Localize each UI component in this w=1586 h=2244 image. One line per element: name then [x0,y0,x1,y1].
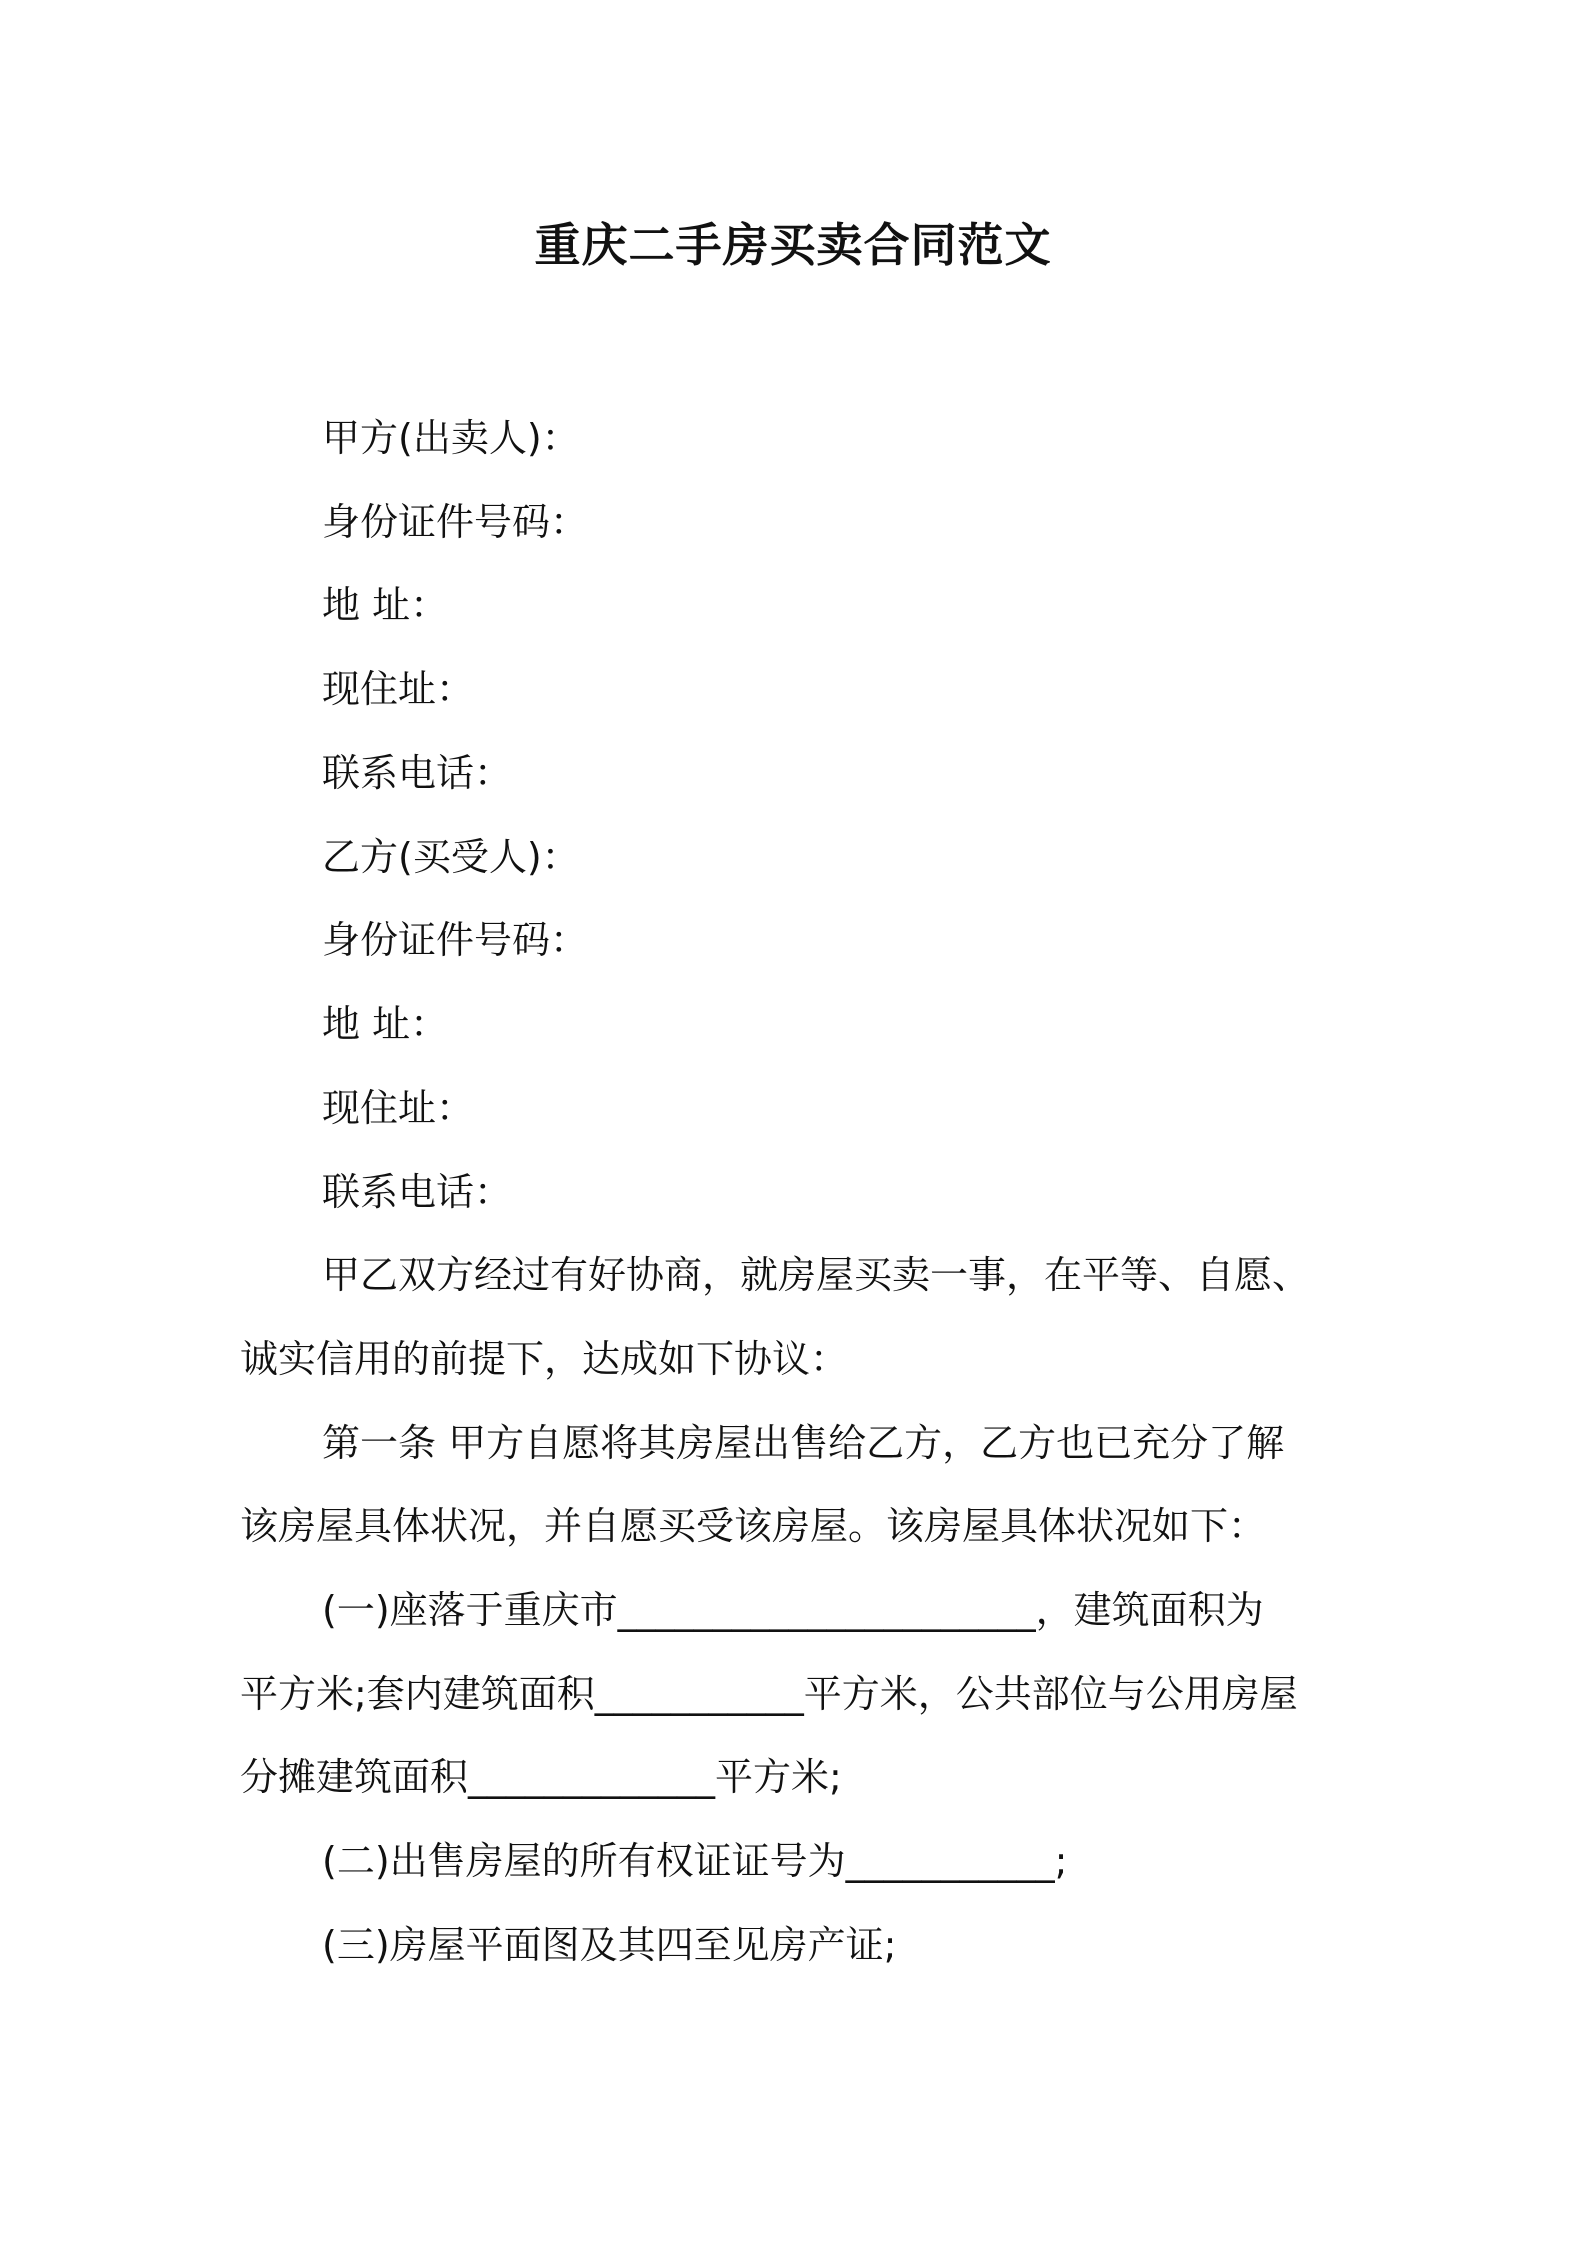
document-title: 重庆二手房买卖合同范文 [534,218,1052,272]
party-b-buyer-label: 乙方(买受人)： [322,835,580,879]
intro-line-1: 甲乙双方经过有好协商，就房屋买卖一事，在平等、自愿、 [322,1253,1311,1297]
item-2-line: (二)出售房屋的所有权证证号为___________; [322,1839,1068,1883]
party-b-id-number-label: 身份证件号码： [322,918,589,962]
party-b-phone-label: 联系电话： [322,1170,513,1214]
item-1-line-1: (一)座落于重庆市______________________，建筑面积为 [322,1588,1264,1632]
party-a-seller-label: 甲方(出卖人)： [322,416,580,460]
party-b-address-label: 地 址： [322,1002,449,1046]
intro-line-2: 诚实信用的前提下，达成如下协议： [240,1337,849,1381]
article-1-line-2: 该房屋具体状况，并自愿买受该房屋。该房屋具体状况如下： [240,1504,1267,1548]
party-a-id-number-label: 身份证件号码： [322,500,589,544]
item-1-line-2: 平方米;套内建筑面积___________平方米，公共部位与公用房屋 [240,1672,1298,1716]
article-1-line-1: 第一条 甲方自愿将其房屋出售给乙方，乙方也已充分了解 [322,1421,1285,1465]
item-1-line-3: 分摊建筑面积_____________平方米; [240,1755,842,1799]
party-a-address-label: 地 址： [322,583,449,627]
party-a-phone-label: 联系电话： [322,751,513,795]
party-a-current-address-label: 现住址： [322,667,475,711]
item-3-line: (三)房屋平面图及其四至见房产证; [322,1923,897,1967]
party-b-current-address-label: 现住址： [322,1086,475,1130]
